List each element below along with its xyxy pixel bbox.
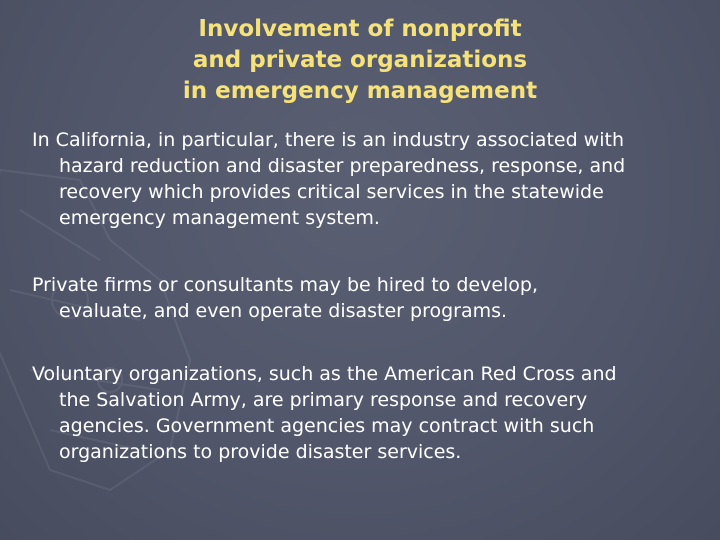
- title-line: in emergency management: [182, 78, 538, 104]
- title-line: Involvement of nonprofit: [198, 16, 522, 42]
- slide-title: [60, 14, 660, 107]
- paragraph-private-firms: [32, 272, 700, 324]
- paragraph-line: Private firms or consultants may be hired to develop,: [32, 274, 539, 296]
- paragraph-line: hazard reduction and disaster preparedness, response, and: [59, 155, 626, 177]
- paragraph-line: agencies. Government agencies may contract with such: [59, 415, 595, 437]
- paragraph-line: In California, in particular, there is an industry associated with: [32, 129, 624, 151]
- paragraph-line: the Salvation Army, are primary response and recovery: [59, 389, 588, 411]
- paragraph-line: emergency management system.: [59, 207, 380, 229]
- paragraph-voluntary-orgs: [32, 361, 700, 465]
- paragraph-line: recovery which provides critical services in the statewide: [59, 181, 604, 203]
- paragraph-line: organizations to provide disaster services.: [59, 441, 462, 463]
- paragraph-line: evaluate, and even operate disaster programs.: [59, 300, 508, 322]
- paragraph-line: Voluntary organizations, such as the American Red Cross and: [32, 363, 617, 385]
- paragraph-industry: [32, 127, 700, 231]
- title-line: and private organizations: [192, 47, 528, 73]
